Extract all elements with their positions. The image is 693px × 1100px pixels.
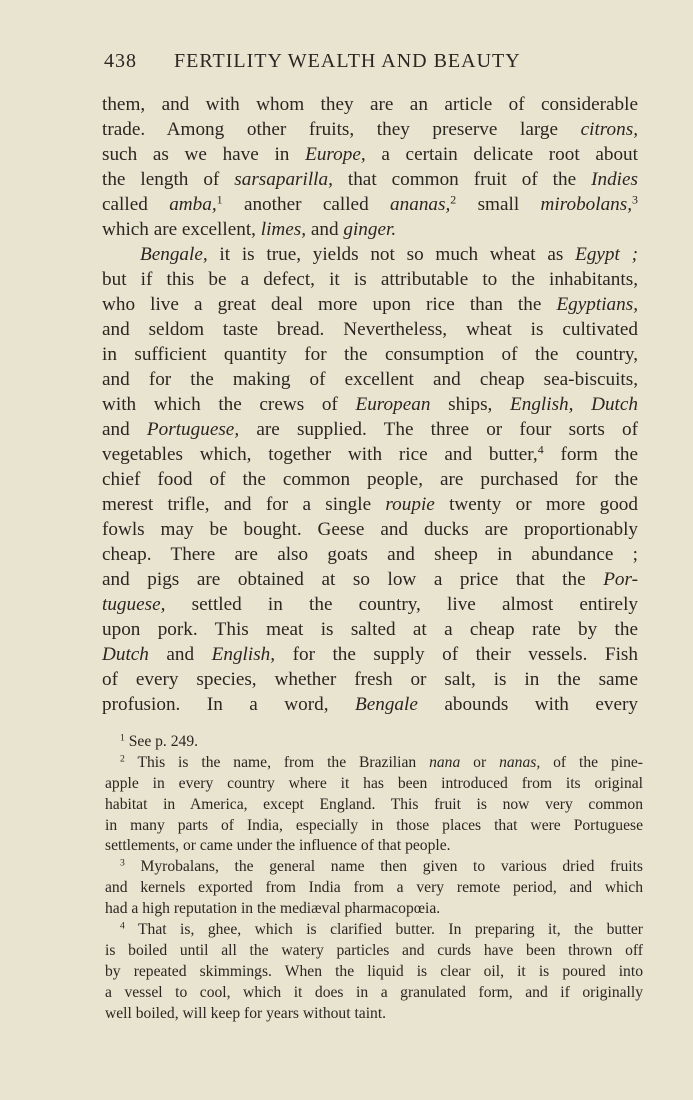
- text-line: of every species, whether fresh or salt, is in the same: [102, 669, 638, 690]
- text-line: tuguese, settled in the country, live almost entirely: [102, 594, 638, 615]
- main-text: [102, 92, 638, 717]
- text-line: called amba,$^1$ another called ananas,$^2$ small mirobolans,$^3$: [102, 192, 638, 215]
- footnote-line: habitat in America, except England. This fruit is now very common: [105, 795, 643, 813]
- running-head: FERTILITY WEALTH AND BEAUTY: [174, 50, 521, 72]
- footnote-line: well boiled, will keep for years without taint.: [105, 1004, 387, 1022]
- text-line: upon pork. This meat is salted at a cheap rate by the: [102, 619, 638, 640]
- text-line: trade. Among other fruits, they preserve large citrons,: [102, 119, 638, 140]
- footnote-ref: 2: [450, 192, 457, 207]
- text-line: fowls may be bought. Geese and ducks are proportionably: [102, 519, 638, 540]
- footnote-3: $^3$ Myrobalans, the general name then given to various dried fruits: [120, 858, 643, 876]
- footnote-line: by repeated skimmings. When the liquid is clear oil, it is poured into: [105, 962, 643, 980]
- footnote-ref: 3: [632, 192, 638, 207]
- footnote-4: $^4$ That is, ghee, which is clarified butter. In preparing it, the butter: [120, 920, 643, 939]
- text-line: such as we have in Europe, a certain delicate root about: [102, 144, 638, 165]
- footnote-line: is boiled until all the watery particles and curds have been thrown off: [105, 941, 643, 959]
- text-line: who live a great deal more upon rice than the Egyptians,: [102, 294, 638, 315]
- text-line: in sufficient quantity for the consumption of the country,: [102, 344, 638, 365]
- footnote-line: in many parts of India, especially in those places that were Portuguese: [105, 816, 643, 834]
- text-line: and Portuguese, are supplied. The three or four sorts of: [102, 419, 639, 440]
- text-line: Dutch and English, for the supply of their vessels. Fish: [102, 644, 638, 665]
- footnote-ref: 1: [216, 192, 223, 207]
- text-line: but if this be a defect, it is attributable to the inhabitants,: [102, 269, 638, 290]
- text-line: them, and with whom they are an article of considerable: [102, 94, 638, 115]
- page-number: 438: [104, 50, 137, 72]
- footnote-line: settlements, or came under the influence of that people.: [105, 837, 451, 855]
- footnote-line: had a high reputation in the mediæval pharmacopœia.: [105, 900, 441, 918]
- footnote-line: apple in every country where it has been introduced from its original: [105, 774, 643, 792]
- footnote-1: $^1$ See p. 249.: [120, 732, 199, 750]
- text-line: which are excellent, limes, and ginger.: [102, 219, 397, 240]
- text-line: profusion. In a word, Bengale abounds with every: [102, 694, 638, 715]
- text-line: with which the crews of European ships, English, Dutch: [102, 394, 638, 415]
- footnotes: [105, 732, 643, 1024]
- text-line: chief food of the common people, are purchased for the: [102, 469, 638, 490]
- footnote-2: $^2$ This is the name, from the Brazilian nana or nanas, of the pine-: [120, 753, 643, 771]
- text-line: and seldom taste bread. Nevertheless, wheat is cultivated: [102, 319, 638, 340]
- text-line: the length of sarsaparilla, that common fruit of the Indies: [102, 169, 638, 190]
- footnote-line: and kernels exported from India from a very remote period, and which: [105, 879, 643, 897]
- text-line: merest trifle, and for a single roupie twenty or more good: [102, 494, 638, 515]
- text-line: cheap. There are also goats and sheep in abundance ;: [102, 544, 638, 565]
- footnote-line: a vessel to cool, which it does in a granulated form, and if originally: [105, 983, 643, 1001]
- footnote-ref: 4: [537, 442, 544, 457]
- text-line: Bengale, it is true, yields not so much wheat as Egypt ;: [140, 244, 638, 265]
- text-line: and for the making of excellent and cheap sea-biscuits,: [102, 369, 638, 390]
- text-line: vegetables which, together with rice and butter,$^4$ form the: [102, 442, 638, 465]
- text-line: and pigs are obtained at so low a price that the Por-: [102, 569, 638, 590]
